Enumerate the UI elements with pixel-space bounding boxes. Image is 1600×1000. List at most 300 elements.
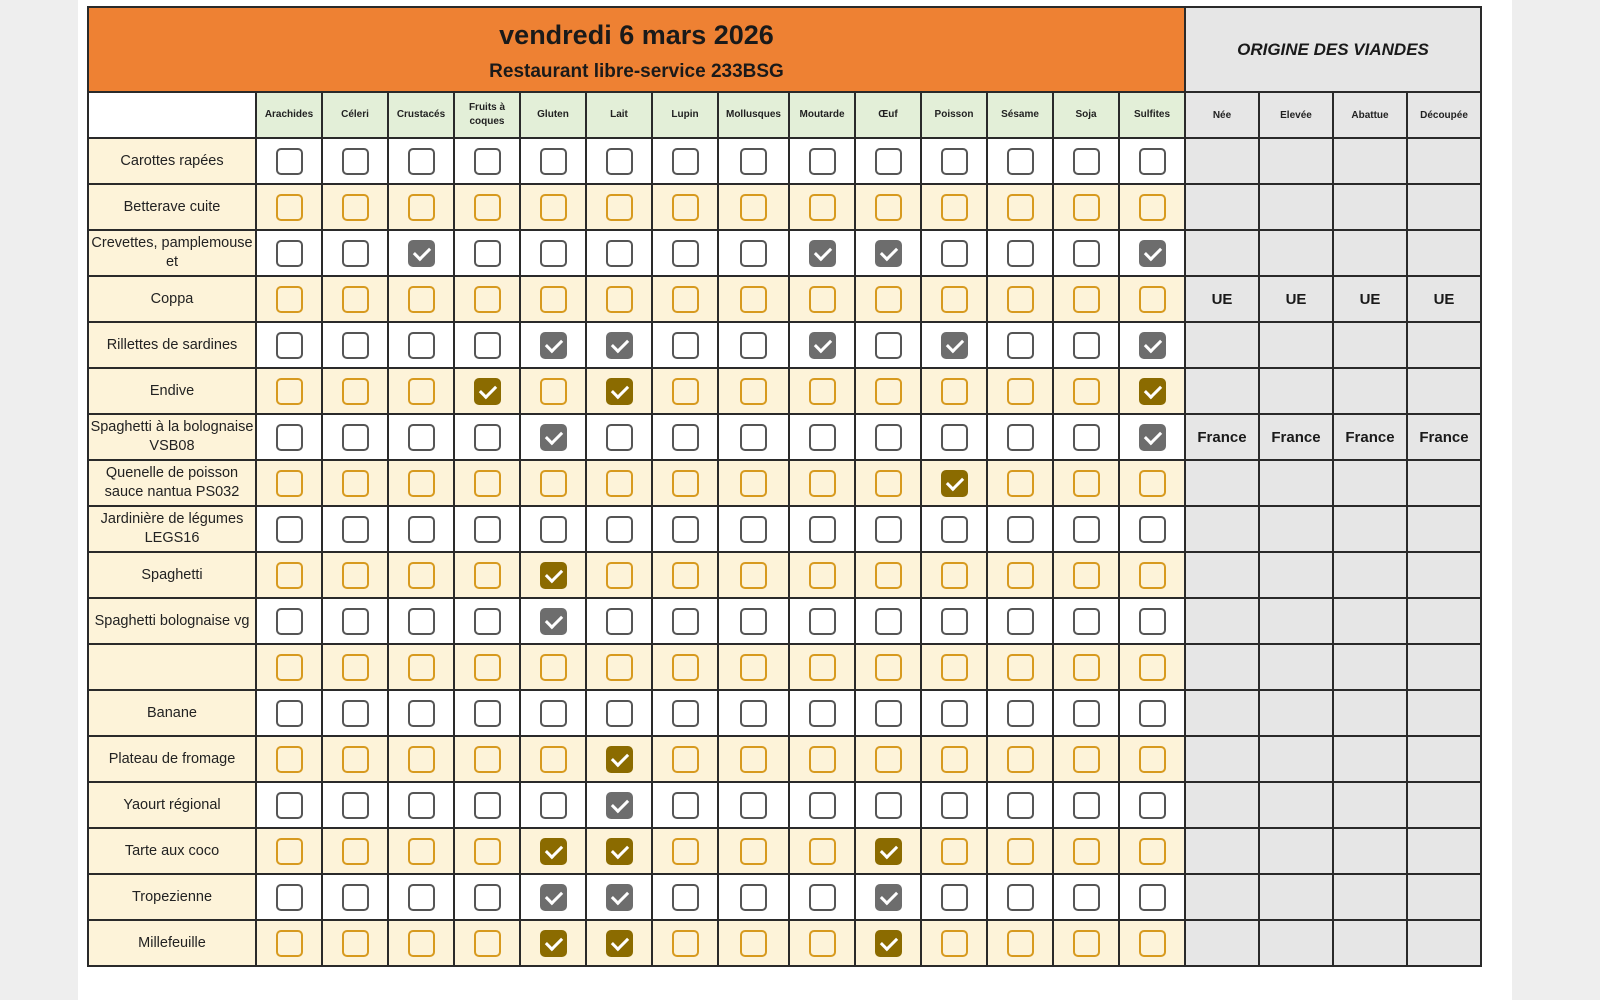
checkbox-icon[interactable]: [809, 700, 836, 727]
checkbox-icon[interactable]: [1073, 608, 1100, 635]
allergen-cell: [652, 690, 718, 736]
checkbox-icon[interactable]: [342, 332, 369, 359]
checkbox-icon[interactable]: [740, 332, 767, 359]
checkbox-icon[interactable]: [276, 654, 303, 681]
checkbox-icon[interactable]: [408, 148, 435, 175]
checkbox-icon[interactable]: [672, 240, 699, 267]
checkbox-icon[interactable]: [740, 746, 767, 773]
checkbox-icon[interactable]: [606, 194, 633, 221]
checkbox-icon[interactable]: [408, 194, 435, 221]
checkbox-icon[interactable]: [941, 516, 968, 543]
checkbox-icon[interactable]: [809, 194, 836, 221]
origin-cell: [1333, 322, 1407, 368]
checkbox-icon[interactable]: [672, 148, 699, 175]
checkbox-icon[interactable]: [941, 240, 968, 267]
checkbox-icon[interactable]: [1073, 424, 1100, 451]
checkbox-icon[interactable]: [474, 240, 501, 267]
checkbox-icon[interactable]: [875, 470, 902, 497]
checkbox-icon[interactable]: [1073, 562, 1100, 589]
checked-checkbox-icon[interactable]: [875, 838, 902, 865]
checkbox-icon[interactable]: [342, 930, 369, 957]
checkbox-icon[interactable]: [342, 240, 369, 267]
checked-checkbox-icon[interactable]: [540, 332, 567, 359]
checkbox-icon[interactable]: [276, 240, 303, 267]
checkbox-icon[interactable]: [276, 286, 303, 313]
checkbox-icon[interactable]: [276, 792, 303, 819]
checkbox-icon[interactable]: [1139, 608, 1166, 635]
checked-checkbox-icon[interactable]: [1139, 378, 1166, 405]
checkbox-icon[interactable]: [1139, 148, 1166, 175]
checkbox-icon[interactable]: [809, 148, 836, 175]
allergen-cell: [1119, 736, 1185, 782]
checkbox-icon[interactable]: [408, 838, 435, 865]
checkbox-icon[interactable]: [809, 286, 836, 313]
checkbox-icon[interactable]: [474, 930, 501, 957]
checkbox-icon[interactable]: [1139, 930, 1166, 957]
allergen-cell: [1053, 736, 1119, 782]
dish-row: [88, 736, 1481, 782]
checkbox-icon[interactable]: [276, 194, 303, 221]
checkbox-icon[interactable]: [809, 884, 836, 911]
checkbox-icon[interactable]: [740, 240, 767, 267]
checkbox-icon[interactable]: [276, 884, 303, 911]
checkbox-icon[interactable]: [1007, 700, 1034, 727]
allergen-cell: [1053, 598, 1119, 644]
checkbox-icon[interactable]: [672, 746, 699, 773]
checkbox-icon[interactable]: [474, 516, 501, 543]
checkbox-icon[interactable]: [276, 930, 303, 957]
checked-checkbox-icon[interactable]: [875, 930, 902, 957]
checkbox-icon[interactable]: [540, 792, 567, 819]
origin-cell: [1407, 690, 1481, 736]
checkbox-icon[interactable]: [1073, 516, 1100, 543]
checkbox-icon[interactable]: [941, 884, 968, 911]
checkbox-icon[interactable]: [606, 608, 633, 635]
checkbox-icon[interactable]: [809, 930, 836, 957]
checked-checkbox-icon[interactable]: [1139, 424, 1166, 451]
checkbox-icon[interactable]: [276, 148, 303, 175]
checkbox-icon[interactable]: [474, 608, 501, 635]
checkbox-icon[interactable]: [740, 470, 767, 497]
origin-cell: UE: [1407, 276, 1481, 322]
allergen-header: Crustacés: [388, 92, 454, 138]
checkbox-icon[interactable]: [875, 516, 902, 543]
checkbox-icon[interactable]: [342, 884, 369, 911]
checkbox-icon[interactable]: [740, 838, 767, 865]
checkbox-icon[interactable]: [342, 700, 369, 727]
allergen-cell: [718, 368, 789, 414]
checkbox-icon[interactable]: [408, 516, 435, 543]
checkbox-icon[interactable]: [1007, 378, 1034, 405]
checkbox-icon[interactable]: [809, 516, 836, 543]
allergen-cell: [718, 920, 789, 966]
checkbox-icon[interactable]: [941, 378, 968, 405]
checkbox-icon[interactable]: [1007, 654, 1034, 681]
checkbox-icon[interactable]: [740, 792, 767, 819]
checkbox-icon[interactable]: [1139, 838, 1166, 865]
checkbox-icon[interactable]: [1007, 424, 1034, 451]
checkbox-icon[interactable]: [672, 332, 699, 359]
checkbox-icon[interactable]: [408, 332, 435, 359]
checkbox-icon[interactable]: [408, 286, 435, 313]
checked-checkbox-icon[interactable]: [606, 792, 633, 819]
checked-checkbox-icon[interactable]: [606, 884, 633, 911]
checkbox-icon[interactable]: [672, 470, 699, 497]
allergen-cell: [987, 276, 1053, 322]
checkbox-icon[interactable]: [809, 378, 836, 405]
checkbox-icon[interactable]: [941, 654, 968, 681]
checkbox-icon[interactable]: [342, 194, 369, 221]
checkbox-icon[interactable]: [1007, 286, 1034, 313]
origin-cell: [1259, 368, 1333, 414]
checkbox-icon[interactable]: [1007, 562, 1034, 589]
checkbox-icon[interactable]: [1073, 930, 1100, 957]
checked-checkbox-icon[interactable]: [941, 470, 968, 497]
checkbox-icon[interactable]: [672, 424, 699, 451]
checkbox-icon[interactable]: [1007, 148, 1034, 175]
checkbox-icon[interactable]: [276, 700, 303, 727]
checkbox-icon[interactable]: [474, 884, 501, 911]
checkbox-icon[interactable]: [1007, 608, 1034, 635]
checkbox-icon[interactable]: [672, 792, 699, 819]
checkbox-icon[interactable]: [540, 148, 567, 175]
checkbox-icon[interactable]: [408, 562, 435, 589]
checkbox-icon[interactable]: [941, 562, 968, 589]
checkbox-icon[interactable]: [540, 516, 567, 543]
checkbox-icon[interactable]: [276, 424, 303, 451]
checked-checkbox-icon[interactable]: [540, 838, 567, 865]
checkbox-icon[interactable]: [1007, 516, 1034, 543]
checkbox-icon[interactable]: [606, 562, 633, 589]
checkbox-icon[interactable]: [875, 608, 902, 635]
checkbox-icon[interactable]: [941, 148, 968, 175]
checkbox-icon[interactable]: [342, 654, 369, 681]
origin-cell: [1333, 368, 1407, 414]
allergen-cell: [1053, 644, 1119, 690]
checkbox-icon[interactable]: [276, 746, 303, 773]
checkbox-icon[interactable]: [740, 378, 767, 405]
checkbox-icon[interactable]: [672, 930, 699, 957]
origin-cell: [1333, 230, 1407, 276]
checkbox-icon[interactable]: [1139, 286, 1166, 313]
checkbox-icon[interactable]: [1073, 240, 1100, 267]
checkbox-icon[interactable]: [875, 746, 902, 773]
checkbox-icon[interactable]: [408, 424, 435, 451]
checkbox-icon[interactable]: [1073, 746, 1100, 773]
checkbox-icon[interactable]: [875, 562, 902, 589]
checkbox-icon[interactable]: [408, 746, 435, 773]
checkbox-icon[interactable]: [672, 884, 699, 911]
checkbox-icon[interactable]: [941, 700, 968, 727]
checkbox-icon[interactable]: [1073, 654, 1100, 681]
checkbox-icon[interactable]: [474, 792, 501, 819]
checkbox-icon[interactable]: [941, 930, 968, 957]
checkbox-icon[interactable]: [342, 608, 369, 635]
dish-row: [88, 920, 1481, 966]
checkbox-icon[interactable]: [875, 424, 902, 451]
checkbox-icon[interactable]: [1073, 148, 1100, 175]
checkbox-icon[interactable]: [606, 424, 633, 451]
checkbox-icon[interactable]: [1139, 884, 1166, 911]
allergen-cell: [322, 644, 388, 690]
checkbox-icon[interactable]: [875, 332, 902, 359]
origin-cell: France: [1259, 414, 1333, 460]
checkbox-icon[interactable]: [276, 608, 303, 635]
checkbox-icon[interactable]: [875, 286, 902, 313]
allergen-cell: [322, 874, 388, 920]
allergen-cell: [987, 828, 1053, 874]
checkbox-icon[interactable]: [276, 332, 303, 359]
dish-name: Yaourt régional: [88, 782, 256, 828]
checkbox-icon[interactable]: [1007, 792, 1034, 819]
checked-checkbox-icon[interactable]: [941, 332, 968, 359]
checkbox-icon[interactable]: [1073, 884, 1100, 911]
allergen-cell: [322, 414, 388, 460]
checkbox-icon[interactable]: [672, 700, 699, 727]
checkbox-icon[interactable]: [540, 470, 567, 497]
checkbox-icon[interactable]: [740, 424, 767, 451]
checked-checkbox-icon[interactable]: [474, 378, 501, 405]
checkbox-icon[interactable]: [1139, 516, 1166, 543]
checkbox-icon[interactable]: [875, 148, 902, 175]
allergen-cell: [1119, 920, 1185, 966]
checkbox-icon[interactable]: [276, 378, 303, 405]
allergen-cell: [388, 598, 454, 644]
checkbox-icon[interactable]: [342, 378, 369, 405]
origin-cell: [1185, 322, 1259, 368]
checked-checkbox-icon[interactable]: [540, 424, 567, 451]
checkbox-icon[interactable]: [408, 608, 435, 635]
origin-cell: [1333, 828, 1407, 874]
checkbox-icon[interactable]: [606, 240, 633, 267]
checkbox-icon[interactable]: [1007, 884, 1034, 911]
checked-checkbox-icon[interactable]: [809, 332, 836, 359]
checkbox-icon[interactable]: [342, 516, 369, 543]
checkbox-icon[interactable]: [408, 654, 435, 681]
checkbox-icon[interactable]: [342, 286, 369, 313]
checkbox-icon[interactable]: [740, 700, 767, 727]
checkbox-icon[interactable]: [941, 286, 968, 313]
checkbox-icon[interactable]: [408, 884, 435, 911]
checkbox-icon[interactable]: [474, 194, 501, 221]
checkbox-icon[interactable]: [474, 700, 501, 727]
origin-cell: France: [1407, 414, 1481, 460]
checked-checkbox-icon[interactable]: [606, 930, 633, 957]
checkbox-icon[interactable]: [740, 562, 767, 589]
checkbox-icon[interactable]: [474, 424, 501, 451]
checkbox-icon[interactable]: [941, 194, 968, 221]
checkbox-icon[interactable]: [474, 838, 501, 865]
checkbox-icon[interactable]: [941, 792, 968, 819]
checked-checkbox-icon[interactable]: [540, 562, 567, 589]
checkbox-icon[interactable]: [408, 792, 435, 819]
checkbox-icon[interactable]: [672, 378, 699, 405]
allergen-cell: [388, 414, 454, 460]
checkbox-icon[interactable]: [1073, 378, 1100, 405]
checkbox-icon[interactable]: [672, 654, 699, 681]
checkbox-icon[interactable]: [809, 654, 836, 681]
checkbox-icon[interactable]: [740, 194, 767, 221]
checkbox-icon[interactable]: [875, 378, 902, 405]
checkbox-icon[interactable]: [809, 792, 836, 819]
allergen-cell: [987, 460, 1053, 506]
allergen-cell: [652, 920, 718, 966]
checked-checkbox-icon[interactable]: [606, 746, 633, 773]
checked-checkbox-icon[interactable]: [540, 884, 567, 911]
checked-checkbox-icon[interactable]: [408, 240, 435, 267]
dish-name: Betterave cuite: [88, 184, 256, 230]
checkbox-icon[interactable]: [408, 378, 435, 405]
checkbox-icon[interactable]: [276, 562, 303, 589]
origin-cell: [1185, 184, 1259, 230]
checkbox-icon[interactable]: [342, 746, 369, 773]
checkbox-icon[interactable]: [342, 424, 369, 451]
checkbox-icon[interactable]: [1007, 240, 1034, 267]
allergen-cell: [987, 184, 1053, 230]
checkbox-icon[interactable]: [875, 700, 902, 727]
checkbox-icon[interactable]: [606, 654, 633, 681]
allergen-cell: [1053, 368, 1119, 414]
checkbox-icon[interactable]: [1139, 700, 1166, 727]
checkbox-icon[interactable]: [408, 930, 435, 957]
checkbox-icon[interactable]: [941, 746, 968, 773]
checkbox-icon[interactable]: [672, 608, 699, 635]
checkbox-icon[interactable]: [540, 240, 567, 267]
checkbox-icon[interactable]: [1073, 700, 1100, 727]
checked-checkbox-icon[interactable]: [606, 332, 633, 359]
checkbox-icon[interactable]: [474, 286, 501, 313]
checkbox-icon[interactable]: [740, 930, 767, 957]
checked-checkbox-icon[interactable]: [875, 240, 902, 267]
checkbox-icon[interactable]: [408, 470, 435, 497]
checkbox-icon[interactable]: [809, 608, 836, 635]
checkbox-icon[interactable]: [1007, 470, 1034, 497]
checkbox-icon[interactable]: [809, 838, 836, 865]
checkbox-icon[interactable]: [875, 194, 902, 221]
checkbox-icon[interactable]: [1007, 746, 1034, 773]
checkbox-icon[interactable]: [342, 562, 369, 589]
checkbox-icon[interactable]: [540, 286, 567, 313]
checkbox-icon[interactable]: [540, 654, 567, 681]
checkbox-icon[interactable]: [1007, 838, 1034, 865]
checkbox-icon[interactable]: [1139, 654, 1166, 681]
checkbox-icon[interactable]: [1007, 194, 1034, 221]
checkbox-icon[interactable]: [672, 516, 699, 543]
allergen-cell: [718, 736, 789, 782]
checkbox-icon[interactable]: [1139, 470, 1166, 497]
allergen-cell: [520, 644, 586, 690]
checkbox-icon[interactable]: [474, 332, 501, 359]
checkbox-icon[interactable]: [809, 562, 836, 589]
checkbox-icon[interactable]: [540, 700, 567, 727]
origin-title: ORIGINE DES VIANDES: [1185, 7, 1481, 92]
allergen-cell: [454, 184, 520, 230]
checkbox-icon[interactable]: [606, 470, 633, 497]
origin-cell: [1259, 736, 1333, 782]
checkbox-icon[interactable]: [342, 470, 369, 497]
checkbox-icon[interactable]: [540, 746, 567, 773]
checkbox-icon[interactable]: [1073, 286, 1100, 313]
checkbox-icon[interactable]: [540, 378, 567, 405]
checkbox-icon[interactable]: [740, 148, 767, 175]
checkbox-icon[interactable]: [474, 470, 501, 497]
checkbox-icon[interactable]: [941, 608, 968, 635]
checkbox-icon[interactable]: [342, 148, 369, 175]
checkbox-icon[interactable]: [408, 700, 435, 727]
checkbox-icon[interactable]: [1073, 838, 1100, 865]
checkbox-icon[interactable]: [474, 654, 501, 681]
checked-checkbox-icon[interactable]: [809, 240, 836, 267]
checked-checkbox-icon[interactable]: [606, 378, 633, 405]
checkbox-icon[interactable]: [1073, 194, 1100, 221]
checkbox-icon[interactable]: [875, 654, 902, 681]
checkbox-icon[interactable]: [1073, 470, 1100, 497]
checkbox-icon[interactable]: [740, 884, 767, 911]
checkbox-icon[interactable]: [809, 424, 836, 451]
checkbox-icon[interactable]: [809, 470, 836, 497]
checked-checkbox-icon[interactable]: [1139, 332, 1166, 359]
checked-checkbox-icon[interactable]: [540, 608, 567, 635]
checked-checkbox-icon[interactable]: [540, 930, 567, 957]
checkbox-icon[interactable]: [606, 516, 633, 543]
checkbox-icon[interactable]: [672, 838, 699, 865]
checkbox-icon[interactable]: [672, 562, 699, 589]
checkbox-icon[interactable]: [474, 148, 501, 175]
checkbox-icon[interactable]: [740, 608, 767, 635]
checkbox-icon[interactable]: [672, 194, 699, 221]
checkbox-icon[interactable]: [606, 700, 633, 727]
checkbox-icon[interactable]: [941, 424, 968, 451]
checkbox-icon[interactable]: [1007, 930, 1034, 957]
checkbox-icon[interactable]: [606, 286, 633, 313]
checkbox-icon[interactable]: [941, 838, 968, 865]
checkbox-icon[interactable]: [1139, 792, 1166, 819]
checkbox-icon[interactable]: [342, 838, 369, 865]
checkbox-icon[interactable]: [1139, 746, 1166, 773]
checkbox-icon[interactable]: [342, 792, 369, 819]
allergen-cell: [256, 506, 322, 552]
checkbox-icon[interactable]: [276, 838, 303, 865]
checked-checkbox-icon[interactable]: [1139, 240, 1166, 267]
allergen-cell: [987, 644, 1053, 690]
checkbox-icon[interactable]: [606, 148, 633, 175]
checkbox-icon[interactable]: [1139, 562, 1166, 589]
checkbox-icon[interactable]: [1007, 332, 1034, 359]
checkbox-icon[interactable]: [740, 286, 767, 313]
checkbox-icon[interactable]: [1073, 332, 1100, 359]
checkbox-icon[interactable]: [474, 562, 501, 589]
origin-cell: [1407, 368, 1481, 414]
checkbox-icon[interactable]: [1139, 194, 1166, 221]
checkbox-icon[interactable]: [875, 792, 902, 819]
checkbox-icon[interactable]: [276, 516, 303, 543]
checkbox-icon[interactable]: [1073, 792, 1100, 819]
checkbox-icon[interactable]: [740, 654, 767, 681]
checkbox-icon[interactable]: [740, 516, 767, 543]
checkbox-icon[interactable]: [672, 286, 699, 313]
allergen-cell: [987, 230, 1053, 276]
checkbox-icon[interactable]: [540, 194, 567, 221]
allergen-cell: [520, 552, 586, 598]
checkbox-icon[interactable]: [474, 746, 501, 773]
checkbox-icon[interactable]: [276, 470, 303, 497]
allergen-cell: [987, 690, 1053, 736]
origin-cell: [1185, 368, 1259, 414]
allergen-cell: [322, 690, 388, 736]
checkbox-icon[interactable]: [809, 746, 836, 773]
checked-checkbox-icon[interactable]: [606, 838, 633, 865]
checked-checkbox-icon[interactable]: [875, 884, 902, 911]
